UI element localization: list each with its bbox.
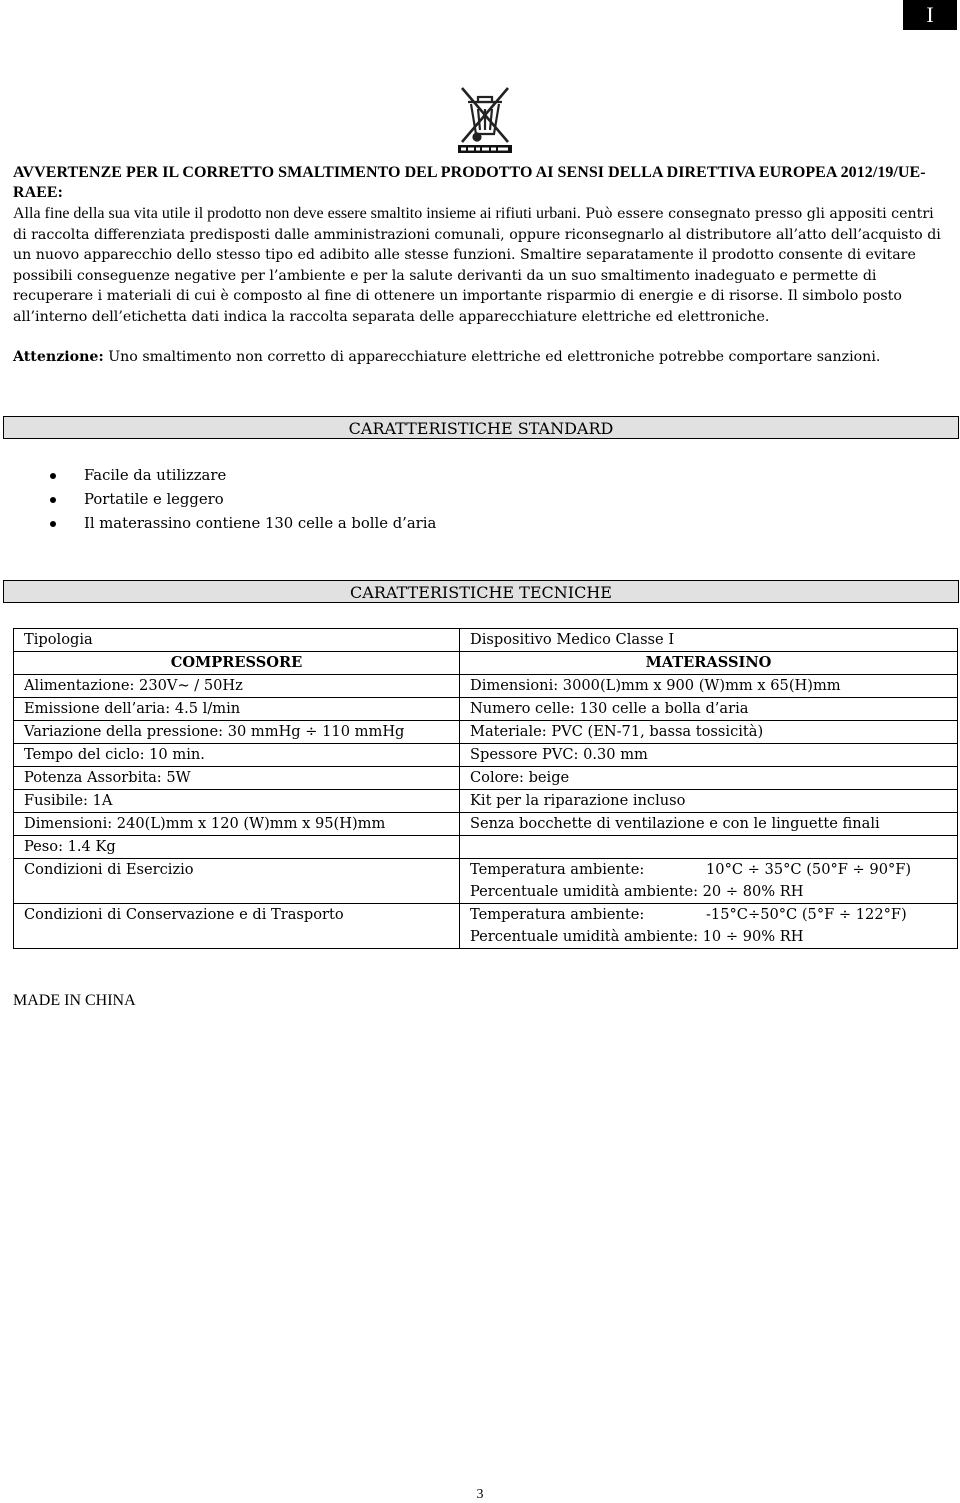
compressor-spec: Fusibile: 1A [14, 790, 460, 813]
table-row [14, 652, 958, 675]
operating-temp-value: 10°C ÷ 35°C (50°F ÷ 90°F) [706, 861, 912, 878]
storage-humidity: Percentuale umidità ambiente: 10 ÷ 90% RH [470, 928, 804, 945]
feature-text: Portatile e leggero [84, 491, 224, 508]
list-item [50, 464, 436, 488]
table-row [14, 790, 958, 813]
table-row [14, 721, 958, 744]
disposal-intro: Alla fine della sua vita utile il prodotto non deve essere smaltito insieme ai rifiuti urbani. [13, 205, 581, 222]
disposal-body: Può essere consegnato presso gli appositi centri di raccolta differenziata predisposti dalle amministrazioni comunali, oppure riconsegnarlo al distributore all’atto dell’acquisto di un nuovo apparecchio dello stesso tipo ed adibito alle stesse funzioni. Smaltire separatamente il prodotto consente di evitare possibili conseguenze negative per l’ambiente e per la salute derivanti da un suo smaltimento inadeguato e permette di recuperare i materiali di cui è composto al fine di ottenere un importante risparmio di energie e di risorse. Il simbolo posto all’interno dell’etichetta dati indica la raccolta separata delle apparecchiature elettriche ed elettroniche. [13, 206, 941, 325]
list-item [50, 488, 436, 512]
disposal-title: AVVERTENZE PER IL CORRETTO SMALTIMENTO DEL PRODOTTO AI SENSI DELLA DIRETTIVA EUROPEA 2012/19/UE-RAEE: [13, 164, 926, 201]
mattress-spec: Kit per la riparazione incluso [460, 790, 958, 813]
storage-temp-value: -15°C÷50°C (5°F ÷ 122°F) [706, 906, 907, 923]
compressor-heading: COMPRESSORE [14, 652, 460, 675]
attention-text: Uno smaltimento non corretto di apparecchiature elettriche ed elettroniche potrebbe comportare sanzioni. [103, 349, 881, 365]
technical-specs-title: CARATTERISTICHE TECNICHE [350, 583, 612, 602]
operating-conditions-label: Condizioni di Esercizio [14, 859, 460, 904]
tipologia-label: Tipologia [14, 629, 460, 652]
attention-note [13, 347, 948, 367]
bullet-icon [50, 521, 56, 527]
list-item [50, 512, 436, 536]
bullet-icon [50, 473, 56, 479]
standard-features-list [50, 464, 436, 536]
operating-temp-label: Temperatura ambiente: [470, 861, 645, 878]
compressor-spec: Tempo del ciclo: 10 min. [14, 744, 460, 767]
operating-conditions-value [460, 859, 958, 904]
compressor-spec: Alimentazione: 230V~ / 50Hz [14, 675, 460, 698]
table-row [14, 767, 958, 790]
mattress-spec: Senza bocchette di ventilazione e con le linguette finali [460, 813, 958, 836]
disposal-text [13, 204, 948, 328]
feature-text: Facile da utilizzare [84, 467, 227, 484]
operating-humidity: Percentuale umidità ambiente: 20 ÷ 80% RH [470, 883, 804, 900]
standard-features-header [3, 416, 959, 439]
made-in-label: MADE IN CHINA [13, 992, 136, 1009]
table-row [14, 813, 958, 836]
table-row [14, 836, 958, 859]
compressor-spec: Variazione della pressione: 30 mmHg ÷ 110 mmHg [14, 721, 460, 744]
feature-text: Il materassino contiene 130 celle a bolle d’aria [84, 515, 437, 532]
mattress-spec: Spessore PVC: 0.30 mm [460, 744, 958, 767]
technical-specs-header [3, 580, 959, 603]
storage-conditions-value [460, 904, 958, 949]
table-row [14, 859, 958, 904]
crossed-out-bin-icon [448, 82, 522, 154]
table-row [14, 904, 958, 949]
attention-label: Attenzione: [13, 349, 104, 365]
mattress-spec: Materiale: PVC (EN-71, bassa tossicità) [460, 721, 958, 744]
compressor-spec: Emissione dell’aria: 4.5 l/min [14, 698, 460, 721]
table-row [14, 675, 958, 698]
mattress-spec [460, 836, 958, 859]
standard-features-title: CARATTERISTICHE STANDARD [348, 419, 614, 438]
tipologia-value: Dispositivo Medico Classe I [460, 629, 958, 652]
mattress-spec: Colore: beige [460, 767, 958, 790]
compressor-spec: Potenza Assorbita: 5W [14, 767, 460, 790]
bullet-icon [50, 497, 56, 503]
language-tab: I [903, 0, 957, 30]
table-row [14, 744, 958, 767]
page-number: 3 [476, 1487, 484, 1502]
compressor-spec: Dimensioni: 240(L)mm x 120 (W)mm x 95(H)mm [14, 813, 460, 836]
storage-conditions-label: Condizioni di Conservazione e di Trasporto [14, 904, 460, 949]
table-row [14, 698, 958, 721]
mattress-heading: MATERASSINO [460, 652, 958, 675]
compressor-spec: Peso: 1.4 Kg [14, 836, 460, 859]
table-row [14, 629, 958, 652]
mattress-spec: Numero celle: 130 celle a bolla d’aria [460, 698, 958, 721]
storage-temp-label: Temperatura ambiente: [470, 906, 645, 923]
mattress-spec: Dimensioni: 3000(L)mm x 900 (W)mm x 65(H)mm [460, 675, 958, 698]
technical-specs-table [13, 628, 958, 949]
